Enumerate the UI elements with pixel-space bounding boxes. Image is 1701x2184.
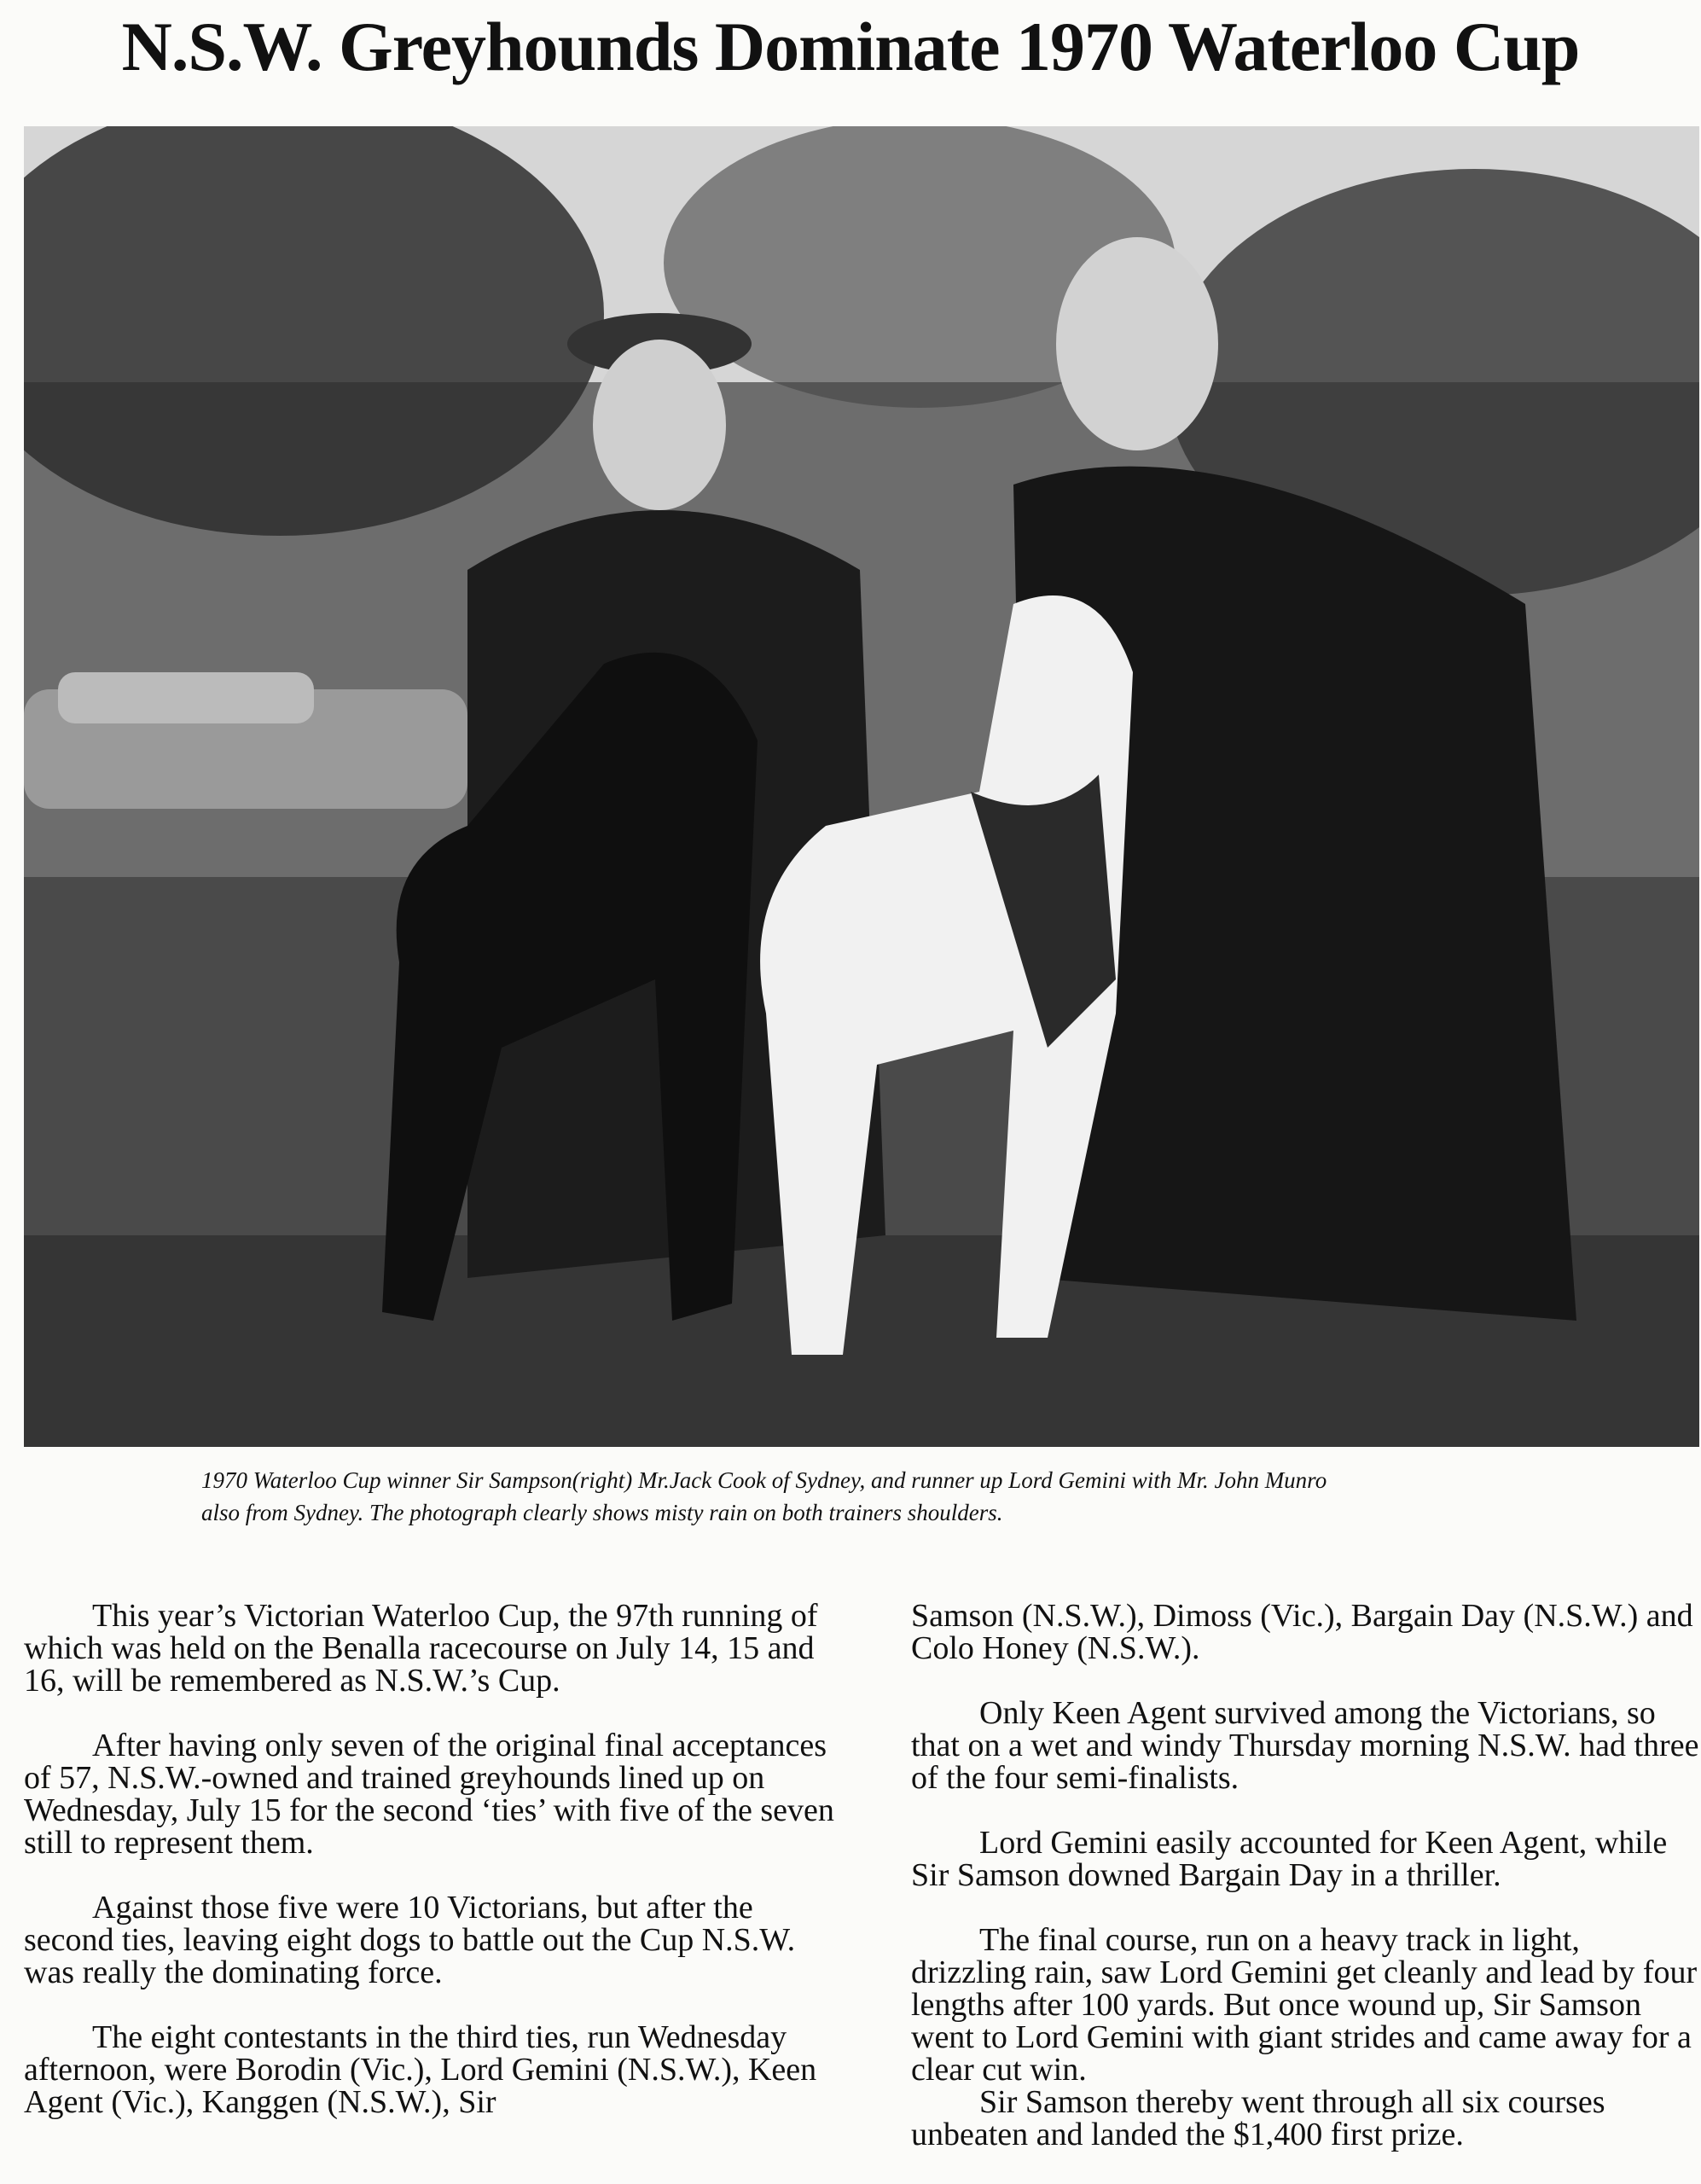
paragraph: Lord Gemini easily accounted for Keen Agent, while Sir Samson downed Bargain Day in a thriller. xyxy=(911,1825,1668,1893)
paragraph: After having only seven of the original final acceptances of 57, N.S.W.-owned and trained greyhounds lined up on Wednesday, July 15 for the second ‘ties’ with five of the seven still to represent them. xyxy=(24,1728,834,1861)
paragraph: Only Keen Agent survived among the Victorians, so that on a wet and windy Thursday morning N.S.W. had three of the four semi-finalists. xyxy=(911,1695,1699,1796)
photograph xyxy=(24,126,1699,1447)
article-column-right xyxy=(911,1600,1701,2151)
photo-illustration xyxy=(24,126,1699,1447)
caption-line-1: 1970 Waterloo Cup winner Sir Sampson(right) Mr.Jack Cook of Sydney, and runner up Lord Gemini with Mr. John Munro xyxy=(201,1467,1327,1493)
photo-caption xyxy=(201,1464,1566,1529)
paragraph: Sir Samson thereby went through all six courses unbeaten and landed the $1,400 first prize. xyxy=(911,2084,1605,2152)
headline: N.S.W. Greyhounds Dominate 1970 Waterloo Cup xyxy=(121,8,1580,85)
paragraph: Against those five were 10 Victorians, but after the second ties, leaving eight dogs to battle out the Cup N.S.W. was really the dominating force. xyxy=(24,1890,796,1990)
paragraph: The eight contestants in the third ties, run Wednesday afternoon, were Borodin (Vic.), Lord Gemini (N.S.W.), Keen Agent (Vic.), Kanggen (N.S.W.), Sir xyxy=(24,2019,817,2120)
article-column-left xyxy=(24,1600,843,2118)
paragraph: This year’s Victorian Waterloo Cup, the 97th running of which was held on the Benalla racecourse on July 14, 15 and 16, will be remembered as N.S.W.’s Cup. xyxy=(24,1598,818,1699)
paragraph: The final course, run on a heavy track in light, drizzling rain, saw Lord Gemini get cleanly and lead by four lengths after 100 yards. But once wound up, Sir Samson went to Lord Gemini with giant strides and came away for a clear cut win. xyxy=(911,1922,1698,2088)
caption-line-2: also from Sydney. The photograph clearly shows misty rain on both trainers shoulders. xyxy=(201,1500,1003,1525)
paragraph-continued: Samson (N.S.W.), Dimoss (Vic.), Bargain Day (N.S.W.) and Colo Honey (N.S.W.). xyxy=(911,1598,1693,1666)
